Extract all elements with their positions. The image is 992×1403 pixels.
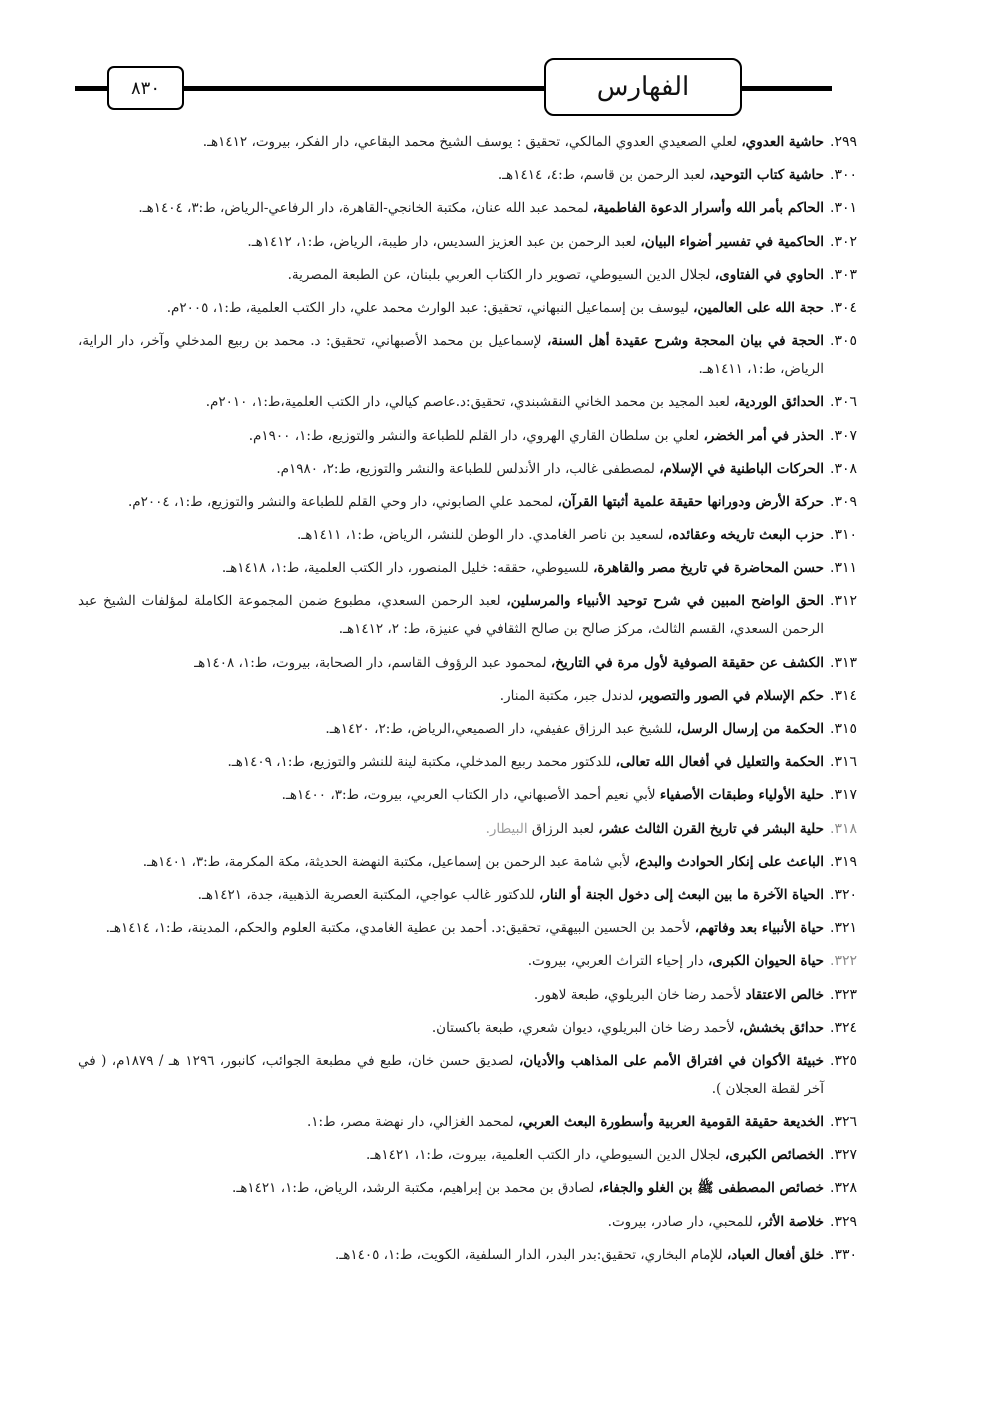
entry-title: حسن المحاضرة في تاريخ مصر والقاهرة، [593,560,824,577]
header-rule-right [738,86,832,91]
bibliography-entry [78,1141,858,1169]
entry-title: حكم الإسلام في الصور والتصوير، [637,687,824,704]
entry-number: ٣١٤. [830,687,858,704]
entry-number: ٣٠٢. [830,233,858,250]
entry-description: للسيوطي، حققه: خليل المنصور، دار الكتب العلمية، ط:١، ١٤١٨هـ. [221,560,594,577]
entry-description: لجلال الدين السيوطي، تصوير دار الكتاب العربي بلبنان، عن الطبعة المصرية. [287,266,715,283]
entry-title: الحاكمية في تفسير أضواء البيان، [640,233,824,250]
entry-number: ٣٠١. [830,200,858,217]
entry-number: ٣١٢. [830,593,858,610]
entry-description: لعلي بن سلطان القاري الهروي، دار القلم للطباعة والنشر والتوزيع، ط:١، ١٩٠٠م. [248,427,704,444]
entry-title: الحكمة والتعليل في أفعال الله تعالى، [615,754,824,771]
bibliography-entry [78,327,858,383]
entry-title: حلية البشر في تاريخ القرن الثالث عشر، [598,820,824,837]
bibliography-entry [78,554,858,582]
entry-description: لمحمد عبد الله عنان، مكتبة الخانجي-القاهرة، دار الرفاعي-الرياض، ط:٣، ١٤٠٤هـ. [138,200,593,217]
entry-title: خلق أفعال العباد، [726,1246,824,1263]
entry-number: ٣٢٦. [830,1114,858,1131]
entry-number: ٣١٦. [830,754,858,771]
entry-title: الحركات الباطنية في الإسلام، [659,460,824,477]
bibliography-entry [78,1014,858,1042]
bibliography-entry [78,914,858,942]
bibliography-entry [78,682,858,710]
entry-description: للدكتور غالب عواجي، المكتبة العصرية الذهبية، جدة، ١٤٢١هـ. [197,886,540,903]
entry-title: حركة الأرض ودورانها حقيقة علمية أثبتها القرآن، [557,493,824,510]
entry-description: لسعيد بن ناصر الغامدي. دار الوطن للنشر، الرياض، ط:١، ١٤١١هـ. [297,527,668,544]
entry-title: الباعث على إنكار الحوادث والبدع، [634,853,824,870]
entry-number: ٢٩٩. [830,134,858,150]
entry-title: حاشية العدوي، [741,134,824,150]
entry-title: حاشية كتاب التوحيد، [709,167,824,184]
bibliography-entry [78,194,858,222]
entry-description: للمحبي، دار صادر، بيروت. [607,1213,758,1230]
section-title: الفهارس [596,72,690,102]
entry-number: ٣٢١. [830,920,858,937]
entry-number: ٣٠٣. [830,266,858,283]
bibliography-entry [78,1208,858,1236]
entry-title: الحق الواضح المبين في شرح توحيد الأنبياء والمرسلين، [506,593,824,610]
header-rule-middle [180,86,545,91]
entry-number: ٣٢٢. [830,953,858,970]
bibliography-entry [78,521,858,549]
bibliography-entry [78,128,858,156]
bibliography-entry [78,455,858,483]
entry-title: الحجة في بيان المحجة وشرح عقيدة أهل السنة، [547,333,824,350]
bibliography-entry [78,228,858,256]
entry-number: ٣٠٥. [830,333,858,350]
entry-title: حجة الله على العالمين، [693,299,824,316]
bibliography-entry [78,261,858,289]
entry-description: لمحمد الغزالي، دار نهضة مصر، ط:١. [306,1114,519,1131]
bibliography-entry [78,1174,858,1202]
bibliography-entry [78,781,858,809]
header-rule-left [75,86,107,91]
bibliography-entry [78,748,858,776]
bibliography-entry [78,881,858,909]
entry-number: ٣٠٠. [830,167,858,184]
entry-title: الحكمة من إرسال الرسل، [676,721,824,737]
entry-description: لعبد الرحمن بن قاسم، ط:٤، ١٤١٤هـ. [497,167,710,184]
entry-number: ٣٢٥. [830,1052,858,1069]
entry-title: خصائص المصطفى ﷺ بن الغلو والجفاء، [598,1180,824,1197]
entry-description: لأبي نعيم أحمد الأصبهاني، دار الكتاب العربي، بيروت، ط:٣، ١٤٠٠هـ. [281,787,660,804]
entry-title: الحياة الآخرة ما بين البعث إلى دخول الجنة أو النار، [539,886,824,903]
entry-title: خبيئة الأكوان في افتراق الأمم على المذاهب والأديان، [518,1052,824,1069]
entry-description: للشيخ عبد الرزاق عفيفي، دار الصميعي،الرياض، ط:٢، ١٤٢٠هـ. [325,721,677,737]
entry-description: لأحمد رضا خان البريلوي، ديوان شعري، طبعة باكستان. [431,1019,740,1036]
entry-number: ٣٢٨. [830,1180,858,1197]
entry-description: لصادق بن محمد بن إبراهيم، مكتبة الرشد، الرياض، ط:١، ١٤٢١هـ. [232,1180,599,1197]
entry-title: الحذر في أمر الخضر، [703,427,824,444]
page-number-box [107,66,184,110]
bibliography-entry [78,388,858,416]
entry-number: ٣٢٤. [830,1019,858,1036]
bibliography-entry [78,587,858,643]
entry-description: لجلال الدين السيوطي، دار الكتب العلمية، بيروت، ط:١، ١٤٢١هـ. [366,1147,725,1164]
entry-title: الخصائص الكبرى، [724,1147,824,1164]
entry-number: ٣٢٩. [830,1213,858,1230]
entry-title: حياة الأنبياء بعد وفاتهم، [694,920,824,937]
entry-description: لعبد الرزاق [527,820,599,837]
entry-description: لمحمود عبد الرؤوف القاسم، دار الصحابة، بيروت، ط:١، ١٤٠٨هـ [194,654,551,671]
entry-title: خلاصة الأثر، [757,1213,824,1230]
bibliography-entry [78,947,858,975]
entry-number: ٣٠٤. [830,299,858,316]
entry-number: ٣٢٣. [830,986,858,1003]
entry-number: ٣١٧. [830,787,858,804]
entry-description: ليوسف بن إسماعيل النبهاني، تحقيق: عبد الوارث محمد علي، دار الكتب العلمية، ط:١، ٢٠٠٥م. [166,299,694,316]
page-header [0,0,992,120]
entry-number: ٣٣٠. [830,1246,858,1263]
entry-number: ٣٠٧. [830,427,858,444]
entry-description: للإمام البخاري، تحقيق:بدر البدر، الدار السلفية، الكويت، ط:١، ١٤٠٥هـ. [334,1246,727,1263]
bibliography-entry [78,981,858,1009]
entry-title: الكشف عن حقيقة الصوفية لأول مرة في التاريخ، [550,654,824,671]
entry-number: ٣١٠. [830,527,858,544]
entry-title: حدائق بخشش، [739,1019,824,1036]
bibliography-list [78,128,858,1274]
entry-number: ٣٢٧. [830,1147,858,1164]
entry-description: لمحمد علي الصابوني، دار وحي القلم للطباعة والنشر والتوزيع، ط:١، ٢٠٠٤م. [128,493,558,510]
entry-number: ٣١٨. [830,820,858,837]
entry-number: ٣٠٩. [830,493,858,510]
bibliography-entry [78,815,858,843]
entry-number: ٣١٩. [830,853,858,870]
entry-title: الحاوي في الفتاوى، [714,266,824,283]
entry-description: لإسماعيل بن محمد الأصبهاني، تحقيق: د. محمد بن ربيع المدخلي وآخر، دار الراية، الرياض، ط:١، ١٤١١هـ. [78,333,824,378]
bibliography-entry [78,715,858,743]
entry-description: لعلي الصعيدي العدوي المالكي، تحقيق : يوسف الشيخ محمد البقاعي، دار الفكر، بيروت، ١٤١٢هـ. [202,134,742,150]
entry-faded-text: البيطار. [485,820,528,837]
entry-description: لمصطفى غالب، دار الأندلس للطباعة والنشر والتوزيع، ط:٢، ١٩٨٠م. [276,460,660,477]
entry-number: ٣٢٠. [830,886,858,903]
bibliography-entry [78,1047,858,1103]
entry-description: لعبد المجيد بن محمد الخاني النقشبندي، تحقيق:د.عاصم كيالي، دار الكتب العلمية،ط:١، ٢٠١٠م. [205,394,735,411]
entry-number: ٣٠٨. [830,460,858,477]
bibliography-entry [78,649,858,677]
entry-number: ٣١١. [830,560,858,577]
entry-description: لأحمد رضا خان البريلوي، طبعة لاهور. [533,986,746,1003]
entry-title: الخديعة حقيقة القومية العربية وأسطورة البعث العربي، [518,1114,824,1131]
entry-description: لأبي شامة عبد الرحمن بن إسماعيل، مكتبة النهضة الحديثة، مكة المكرمة، ط:٣، ١٤٠١هـ. [142,853,635,870]
entry-number: ٣١٣. [830,654,858,671]
entry-description: لأحمد بن الحسين البيهقي، تحقيق:د. أحمد بن عطية الغامدي، مكتبة العلوم والحكم، المدينة، ط:١، ١٤١٤هـ. [105,920,695,937]
entry-title: حزب البعث تاريخه وعقائده، [667,527,824,544]
entry-title: الحاكم بأمر الله وأسرار الدعوة الفاطمية، [592,200,824,217]
entry-description: للدكتور محمد ربيع المدخلي، مكتبة لينة للنشر والتوزيع، ط:١، ١٤٠٩هـ. [227,754,616,771]
bibliography-entry [78,161,858,189]
entry-title: خالص الاعتقاد [745,986,824,1003]
entry-title: حلية الأولياء وطبقات الأصفياء [659,787,824,804]
entry-title: الحدائق الوردية، [734,394,824,411]
bibliography-entry [78,488,858,516]
entry-number: ٣١٥. [830,721,858,737]
entry-description: لصديق حسن خان، طبع في مطبعة الجوائب، كانبور، ١٢٩٦ هـ / ١٨٧٩م، ( في آخر لقطة العجلان ). [78,1052,824,1097]
bibliography-entry [78,1108,858,1136]
entry-description: دار إحياء التراث العربي، بيروت. [527,953,708,970]
entry-number: ٣٠٦. [830,394,858,411]
bibliography-entry [78,848,858,876]
entry-description: لعبد الرحمن السعدي، مطبوع ضمن المجموعة الكاملة لمؤلفات الشيخ عبد الرحمن السعدي، القسم الثالث، مركز صالح بن صالح الثقافي في عنيزة، ط: ٢، ١٤١٢هـ. [78,593,824,638]
page-number: ٨٣٠ [131,77,161,99]
entry-description: لعبد الرحمن بن عبد العزيز السديس، دار طيبة، الرياض، ط:١، ١٤١٢هـ. [247,233,641,250]
section-title-box [544,58,742,116]
bibliography-entry [78,422,858,450]
bibliography-entry [78,1241,858,1269]
entry-description: لدندل جبر، مكتبة المنار. [499,687,638,704]
entry-title: حياة الحيوان الكبرى، [707,953,824,970]
bibliography-entry [78,294,858,322]
